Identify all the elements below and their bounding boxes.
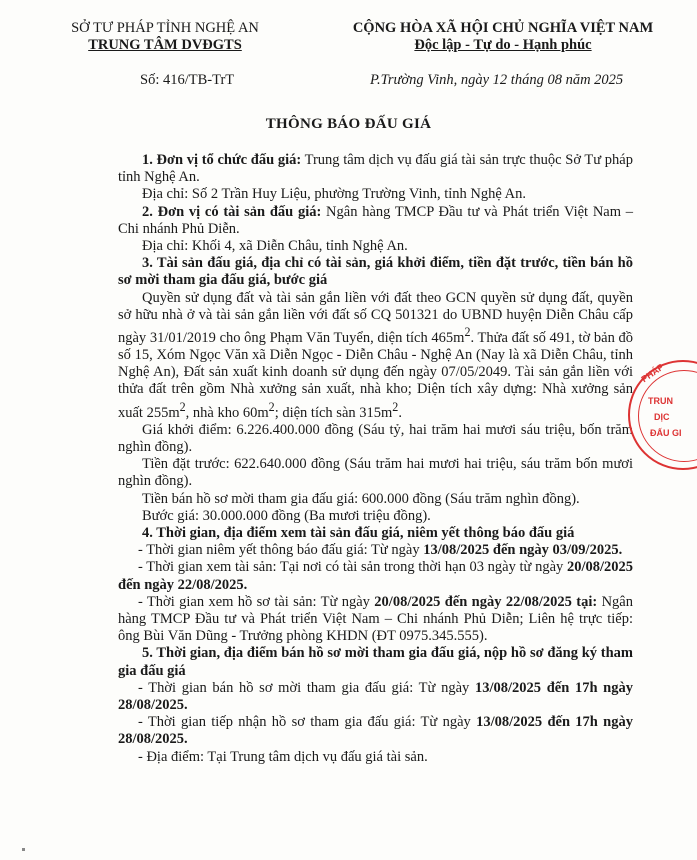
seal-text: ĐẤU GI xyxy=(650,428,682,438)
national-title: CỘNG HÒA XÃ HỘI CHỦ NGHĨA VIỆT NAM xyxy=(352,20,654,36)
section-2-heading: 2. Đơn vị có tài sản đấu giá: xyxy=(142,203,322,220)
section-2-address: Địa chỉ: Khối 4, xã Diễn Châu, tỉnh Nghệ An. xyxy=(142,238,408,255)
price-step: Bước giá: 30.000.000 đồng (Ba mươi triệu đồng). xyxy=(142,507,431,524)
listing-period: - Thời gian niêm yết thông báo đấu giá: Từ ngày 13/08/2025 đến ngày 03/09/2025. xyxy=(138,542,623,559)
section-2 xyxy=(118,204,633,238)
agency-header xyxy=(30,20,300,54)
seal-text: TRUN xyxy=(648,396,673,406)
section-1-heading: 1. Đơn vị tổ chức đấu giá: xyxy=(142,152,302,168)
scan-speck xyxy=(22,848,25,851)
seal-text: PHÁP xyxy=(639,361,666,385)
start-price: Giá khởi điểm: 6.226.400.000 đồng (Sáu tỷ, hai trăm hai mươi sáu triệu, bốn trăm nghìn đồng). xyxy=(118,421,633,455)
section-2-text: Ngân hàng TMCP Đầu tư và Phát triển Việt Nam – Chi nhánh Phủ Diễn. xyxy=(118,203,633,237)
section-1 xyxy=(118,152,633,186)
section-1-address: Địa chỉ: Số 2 Trần Huy Liệu, phường Trường Vinh, tỉnh Nghệ An. xyxy=(142,186,526,203)
document-number: Số: 416/TB-TrT xyxy=(140,72,235,88)
section-1-text: Trung tâm dịch vụ đấu giá tài sản trực thuộc Sở Tư pháp tỉnh Nghệ An. xyxy=(118,152,633,186)
section-3-heading: 3. Tài sản đấu giá, địa chỉ có tài sản, giá khởi điểm, tiền đặt trước, tiền bán hồ sơ mời tham gia đấu giá, bước giá xyxy=(118,255,633,289)
document-date: P.Trường Vinh, ngày 12 tháng 08 năm 2025 xyxy=(370,72,624,88)
section-5-heading: 5. Thời gian, địa điểm bán hồ sơ mời tham gia đấu giá, nộp hồ sơ đăng ký tham gia đấu giá xyxy=(118,645,633,679)
agency-parent: SỞ TƯ PHÁP TỈNH NGHỆ AN xyxy=(71,20,259,36)
deposit: Tiền đặt trước: 622.640.000 đồng (Sáu trăm hai mươi hai triệu, sáu trăm bốn mươi nghìn đồng). xyxy=(118,456,633,490)
sale-period: - Thời gian bán hồ sơ mời tham gia đấu giá: Từ ngày 13/08/2025 đến 17h ngày 28/08/2025. xyxy=(118,679,633,713)
venue: - Địa điểm: Tại Trung tâm dịch vụ đấu giá tài sản. xyxy=(138,748,428,765)
red-seal-stamp xyxy=(628,360,697,470)
receiving-period: - Thời gian tiếp nhận hồ sơ tham gia đấu giá: Từ ngày 13/08/2025 đến 17h ngày 28/08/2025. xyxy=(118,714,633,748)
national-motto: Độc lập - Tự do - Hạnh phúc xyxy=(414,37,592,53)
page-title: THÔNG BÁO ĐẤU GIÁ xyxy=(265,116,432,132)
dossier-fee: Tiền bán hồ sơ mời tham gia đấu giá: 600.000 đồng (Sáu trăm nghìn đồng). xyxy=(142,490,580,507)
seal-text: DỊC xyxy=(654,412,670,422)
notice-body xyxy=(118,152,633,766)
asset-description: Quyền sử dụng đất và tài sản gắn liền với đất theo GCN quyền sử dụng đất, quyền sở hữu nhà ở và tài sản gắn liền với đất số CQ 501321 do UBND huyện Diễn Châu cấp ngày 31/01/2019 cho ông Phạm Văn Tuyển, diện tích $465m^2$. Thửa đất số 491, tờ bản đồ số 15, Xóm Ngọc Văn xã Diễn Ngọc - Diễn Châu - Nghệ An (Nay là xã Diễn Châu, tỉnh Nghệ An), Đất sản xuất kinh doanh sử dụng đến ngày 07/05/2049. Tài sản gắn liền với thửa đất trên gồm Nhà xưởng sản xuất, nhà kho; Diện tích xây dựng: Nhà xưởng sản xuất $255m^2$, nhà kho $60m^2$; diện tích sàn $315m^2$. xyxy=(118,289,633,421)
file-viewing-period: - Thời gian xem hồ sơ tài sản: Từ ngày 20/08/2025 đến ngày 22/08/2025 tại: Ngân hàng TMCP Đầu tư và Phát triển Việt Nam – Chi nhánh Phủ Diễn; Liên hệ trực tiếp: ông Bùi Văn Dũng - Trưởng phòng KHDN (ĐT 0975.345.555). xyxy=(118,593,633,645)
agency-name: TRUNG TÂM DVĐGTS xyxy=(88,37,242,53)
viewing-period: - Thời gian xem tài sản: Tại nơi có tài sản trong thời hạn 03 ngày từ ngày 20/08/2025 đến ngày 22/08/2025. xyxy=(118,559,633,593)
section-4-heading: 4. Thời gian, địa điểm xem tài sản đấu giá, niêm yết thông báo đấu giá xyxy=(142,524,575,541)
national-header xyxy=(318,20,688,54)
